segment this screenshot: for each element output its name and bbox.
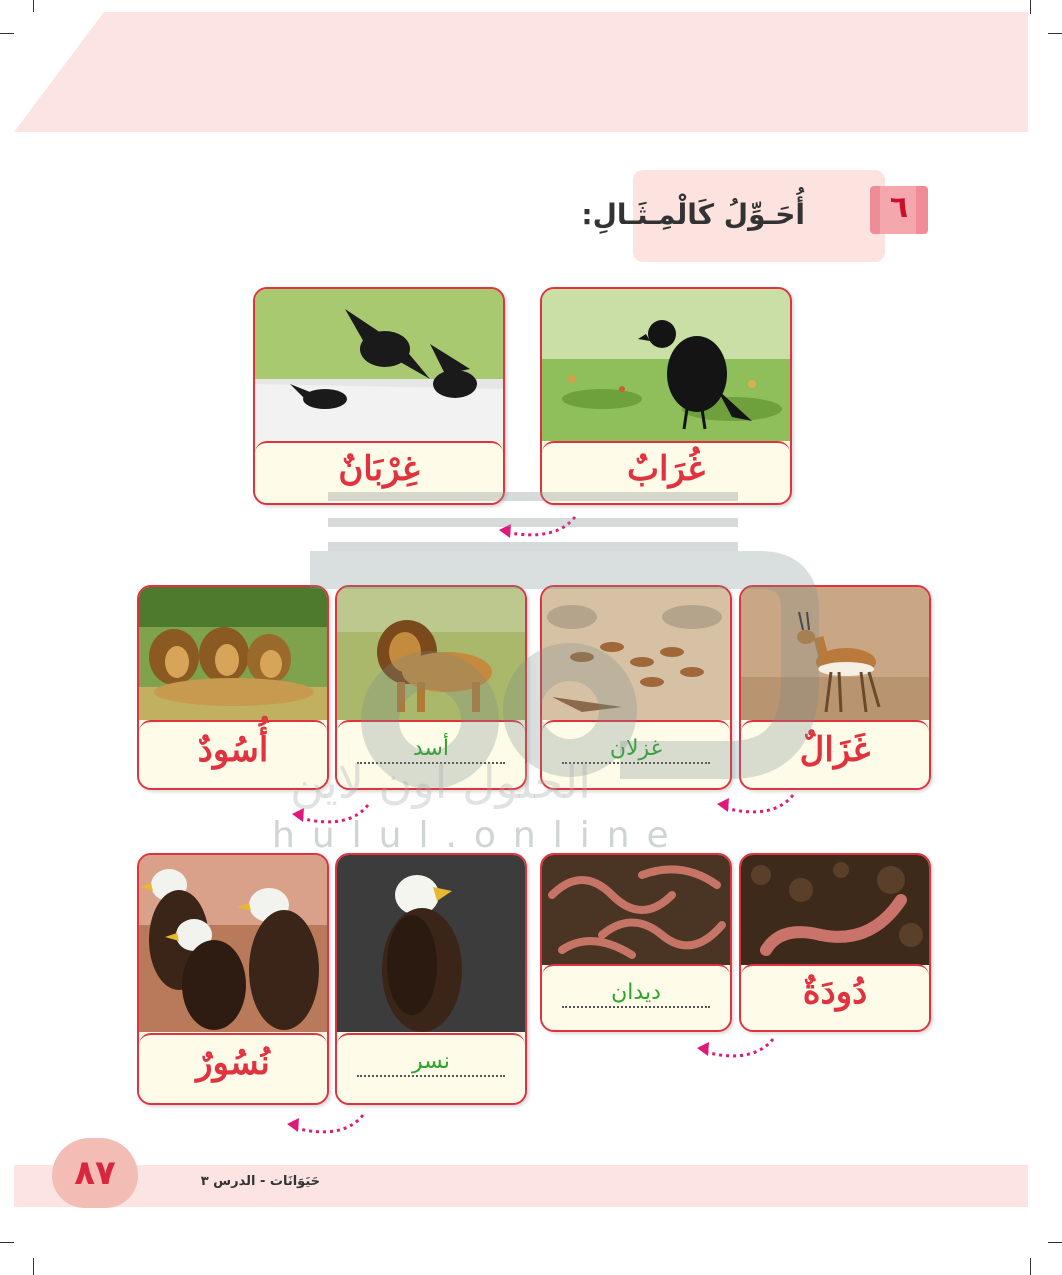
exercise-header: [581, 170, 885, 262]
label-area: [741, 720, 929, 788]
gazelle-icon: [741, 587, 929, 720]
lions-icon: [139, 587, 327, 720]
label-area: [255, 441, 503, 503]
answer-text: غزلان: [609, 736, 663, 761]
crop-mark: [0, 1242, 14, 1243]
crop-mark: [33, 1258, 34, 1275]
word-plural: نُسُورٌ: [196, 1043, 270, 1083]
word-singular: غُرَابٌ: [627, 449, 705, 489]
top-band-corner: [14, 12, 104, 132]
label-area: [542, 964, 730, 1030]
lesson-label: حَيَوَانَات - الدرس ٣: [200, 1174, 320, 1189]
card-crows: [253, 287, 505, 505]
label-area: [542, 441, 790, 503]
page-number: ٨٧: [52, 1138, 138, 1208]
arrow-icon: [713, 790, 798, 820]
bottom-band: [14, 1165, 1028, 1207]
answer-line: [562, 1006, 710, 1008]
watermark-latin: hulul.online: [272, 815, 686, 856]
eagles-icon: [139, 855, 327, 1032]
arrow-icon: [283, 1110, 368, 1140]
word-singular: دُودَةٌ: [802, 972, 868, 1012]
answer-line: [357, 1075, 505, 1077]
crow-icon: [542, 289, 790, 441]
label-area: [337, 1033, 525, 1103]
crop-mark: [1030, 0, 1031, 14]
arrow-icon: [495, 512, 580, 542]
watermark-arabic: الحلول اون لاين: [290, 755, 591, 809]
arrow-icon: [693, 1034, 778, 1064]
word-plural: غِرْبَانٌ: [338, 449, 420, 489]
answer-text: ديدان: [611, 980, 661, 1005]
label-area: [139, 1033, 327, 1103]
crop-mark: [1030, 1258, 1031, 1275]
card-worms: [540, 853, 732, 1032]
card-gazelle: [739, 585, 931, 790]
exercise-instruction: أُحَـوِّلُ كَالْمِـثَـالِ:: [581, 198, 805, 231]
answer-text: أسد: [412, 736, 450, 761]
gazelles-icon: [542, 587, 730, 720]
card-crow: [540, 287, 792, 505]
crop-mark: [0, 33, 14, 34]
card-worm: [739, 853, 931, 1032]
label-area: [741, 964, 929, 1030]
worms-icon: [542, 855, 730, 965]
top-band: [14, 12, 1028, 132]
crop-mark: [1048, 1242, 1062, 1243]
card-eagle: [335, 853, 527, 1105]
worm-icon: [741, 855, 929, 965]
word-singular: غَزَالٌ: [799, 730, 871, 770]
answer-text: نسر: [412, 1049, 450, 1074]
exercise-number: ٦: [889, 190, 909, 225]
crop-mark: [1048, 33, 1062, 34]
eagle-icon: [337, 855, 525, 1032]
crows-icon: [255, 289, 503, 441]
word-plural: أُسُودٌ: [197, 730, 269, 770]
lion-icon: [337, 587, 525, 720]
card-eagles: [137, 853, 329, 1105]
